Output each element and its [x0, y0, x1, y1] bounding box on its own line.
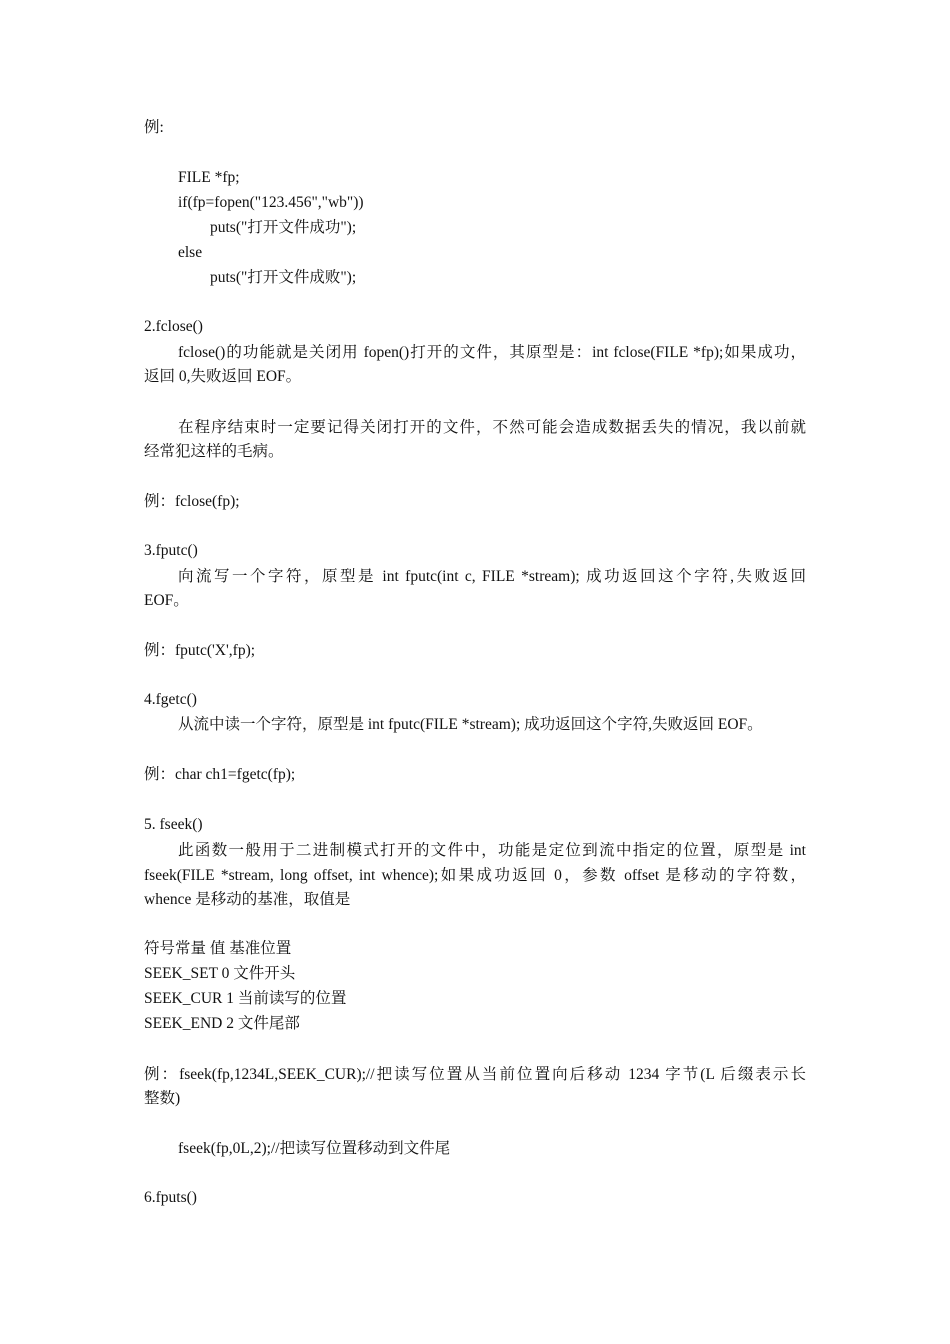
paragraph-line: fclose()的功能就是关闭用 fopen()打开的文件，其原型是：int fclose(FILE *fp);如果成功，: [178, 344, 806, 361]
example-line: 例：char ch1=fgetc(fp);: [144, 766, 296, 783]
code-line: FILE *fp;: [178, 169, 240, 186]
example-line: fseek(fp,0L,2);//把读写位置移动到文件尾: [178, 1140, 451, 1157]
paragraph-line: 从流中读一个字符，原型是 int fputc(FILE *stream); 成功返回这个字符,失败返回 EOF。: [178, 716, 763, 733]
section-heading-fgetc: 4.fgetc(): [144, 691, 197, 708]
table-header: 符号常量 值 基准位置: [144, 940, 292, 957]
code-line: else: [178, 244, 203, 261]
section-heading-fclose: 2.fclose(): [144, 318, 203, 335]
paragraph-line: fseek(FILE *stream, long offset, int whence);如果成功返回 0，参数 offset 是移动的字符数，: [144, 867, 806, 884]
example-label: 例:: [144, 119, 164, 136]
table-row: SEEK_CUR 1 当前读写的位置: [144, 990, 347, 1007]
section-heading-fputs: 6.fputs(): [144, 1189, 197, 1206]
code-line: puts("打开文件成败");: [210, 269, 357, 286]
paragraph-line: 经常犯这样的毛病。: [144, 443, 284, 460]
paragraph-line: whence 是移动的基准，取值是: [144, 891, 351, 908]
paragraph-line: 此函数一般用于二进制模式打开的文件中，功能是定位到流中指定的位置，原型是 int: [178, 842, 806, 859]
table-row: SEEK_SET 0 文件开头: [144, 965, 296, 982]
paragraph-line: 返回 0,失败返回 EOF。: [144, 368, 302, 385]
example-line: 例：fclose(fp);: [144, 493, 240, 510]
code-line: if(fp=fopen("123.456","wb")): [178, 194, 364, 211]
paragraph-line: 在程序结束时一定要记得关闭打开的文件，不然可能会造成数据丢失的情况，我以前就: [178, 419, 806, 436]
section-heading-fseek: 5. fseek(): [144, 816, 203, 833]
example-line: 例：fseek(fp,1234L,SEEK_CUR);//把读写位置从当前位置向后移动 1234 字节(L 后缀表示长: [144, 1066, 806, 1083]
table-row: SEEK_END 2 文件尾部: [144, 1015, 300, 1032]
example-line: 整数): [144, 1090, 181, 1107]
code-line: puts("打开文件成功");: [210, 219, 357, 236]
paragraph-line: EOF。: [144, 592, 189, 609]
section-heading-fputc: 3.fputc(): [144, 542, 198, 559]
example-line: 例：fputc('X',fp);: [144, 642, 256, 659]
paragraph-line: 向流写一个字符，原型是 int fputc(int c, FILE *stream); 成功返回这个字符,失败返回: [178, 568, 806, 585]
